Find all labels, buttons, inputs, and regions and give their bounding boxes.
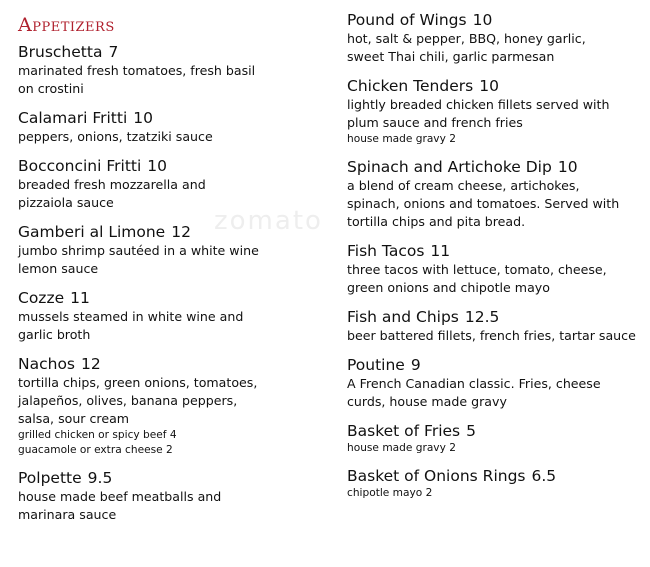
menu-item-description: a blend of cream cheese, artichokes, (347, 178, 580, 193)
menu-item-price: 9.5 (87, 469, 113, 487)
menu-item-description: house made beef meatballs and (18, 489, 222, 504)
menu-item-header (18, 222, 328, 242)
menu-item-price: 10 (147, 157, 168, 175)
menu-item-addon: chipotle mayo 2 (347, 487, 433, 499)
menu-item-name: Spinach and Artichoke Dip (347, 158, 552, 176)
menu-item-name: Calamari Fritti (18, 109, 128, 127)
menu-item-description: curds, house made gravy (347, 394, 507, 409)
menu-item-price: 10 (479, 77, 499, 95)
menu-item-description: breaded fresh mozzarella and (18, 177, 206, 192)
menu-item-description: marinara sauce (18, 507, 117, 522)
menu-item (18, 156, 328, 212)
menu-item-description: jalapeños, olives, banana peppers, (18, 393, 238, 408)
menu-item-price: 7 (108, 43, 119, 61)
menu-item-name: Gamberi al Limone (18, 223, 166, 241)
menu-item (347, 421, 642, 456)
menu-item (347, 466, 642, 501)
menu-item-name: Pound of Wings (347, 11, 467, 29)
menu-item-name: Bocconcini Fritti (18, 157, 142, 175)
menu-item-name: Bruschetta (18, 43, 103, 61)
menu-item-description: garlic broth (18, 327, 91, 342)
menu-item-addon: house made gravy 2 (347, 133, 456, 145)
menu-item-header (347, 466, 642, 486)
menu-item (18, 288, 328, 344)
menu-item-description: A French Canadian classic. Fries, cheese (347, 376, 601, 391)
menu-item (18, 42, 328, 98)
menu-item-description: peppers, onions, tzatziki sauce (18, 129, 213, 144)
menu-item-name: Nachos (18, 355, 75, 373)
menu-item-description: on crostini (18, 81, 84, 96)
menu-item (347, 355, 642, 411)
menu-item-description: hot, salt & pepper, BBQ, honey garlic, (347, 31, 586, 46)
menu-item (347, 10, 642, 66)
menu-item-price: 12 (171, 223, 191, 241)
menu-item-addon: guacamole or extra cheese 2 (18, 444, 173, 456)
menu-item-header (347, 307, 642, 327)
menu-item-price: 11 (70, 289, 90, 307)
menu-item-name: Fish Tacos (347, 242, 425, 260)
menu-item-header (18, 354, 328, 374)
menu-item-description: mussels steamed in white wine and (18, 309, 244, 324)
menu-item-description: green onions and chipotle mayo (347, 280, 550, 295)
menu-item-header (18, 156, 328, 176)
menu-item (18, 222, 328, 278)
menu-item-description: lightly breaded chicken fillets served with (347, 97, 610, 112)
menu-item-description: jumbo shrimp sautéed in a white wine (18, 243, 259, 258)
menu-item-description: salsa, sour cream (18, 411, 130, 426)
menu-item-price: 12.5 (464, 308, 500, 326)
menu-item-description: marinated fresh tomatoes, fresh basil (18, 63, 256, 78)
menu-item-addon: grilled chicken or spicy beef 4 (18, 429, 177, 441)
menu-item-header (347, 421, 642, 441)
menu-item-description: tortilla chips, green onions, tomatoes, (18, 375, 258, 390)
menu-item-header (347, 10, 642, 30)
menu-item (347, 76, 642, 147)
menu-item-price: 10 (472, 11, 493, 29)
menu-item-header (347, 241, 642, 261)
menu-item-description: three tacos with lettuce, tomato, cheese, (347, 262, 607, 277)
menu-item-name: Basket of Onions Rings (347, 467, 526, 485)
menu-item-header (18, 288, 328, 308)
menu-item (347, 307, 642, 345)
menu-item-list-left (18, 42, 328, 524)
menu-item-name: Polpette (18, 469, 82, 487)
menu-item (347, 241, 642, 297)
menu-item-price: 12 (81, 355, 101, 373)
menu-item-header (18, 468, 328, 488)
menu-item-name: Basket of Fries (347, 422, 461, 440)
menu-column-right (347, 10, 642, 511)
menu-item-price: 9 (410, 356, 421, 374)
menu-item-price: 10 (133, 109, 153, 127)
menu-item-price: 6.5 (531, 467, 557, 485)
menu-item-price: 10 (557, 158, 578, 176)
menu-item-name: Chicken Tenders (347, 77, 474, 95)
menu-item (18, 468, 328, 524)
menu-item-name: Fish and Chips (347, 308, 459, 326)
menu-item-price: 11 (430, 242, 451, 260)
menu-item-addon: house made gravy 2 (347, 442, 456, 454)
menu-item-description: lemon sauce (18, 261, 99, 276)
menu-item-description: sweet Thai chili, garlic parmesan (347, 49, 555, 64)
menu-item-name: Poutine (347, 356, 405, 374)
menu-item-description: plum sauce and french fries (347, 115, 523, 130)
menu-column-left (18, 10, 328, 534)
section-title: Appetizers (18, 14, 115, 36)
menu-item-price: 5 (466, 422, 476, 440)
menu-item-header (347, 355, 642, 375)
watermark-text: zomato (214, 206, 323, 236)
menu-item-header (18, 42, 328, 62)
menu-item (18, 108, 328, 146)
menu-item (18, 354, 328, 458)
menu-item-description: beer battered fillets, french fries, tartar sauce (347, 328, 636, 343)
menu-item (347, 157, 642, 231)
menu-item-header (347, 157, 642, 177)
menu-item-list-right (347, 10, 642, 501)
menu-item-name: Cozze (18, 289, 65, 307)
menu-item-description: pizzaiola sauce (18, 195, 114, 210)
menu-item-description: tortilla chips and pita bread. (347, 214, 526, 229)
menu-item-header (18, 108, 328, 128)
menu-item-header (347, 76, 642, 96)
menu-item-description: spinach, onions and tomatoes. Served with (347, 196, 620, 211)
